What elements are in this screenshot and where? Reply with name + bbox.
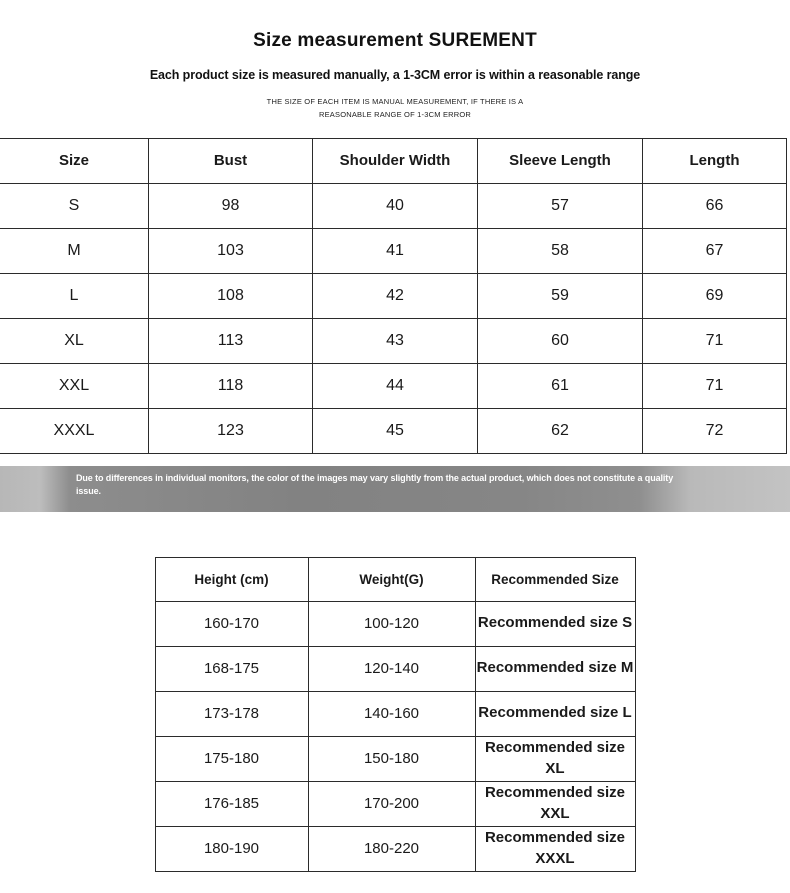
recommended-size-cell: Recommended size XXXL [475,826,635,871]
weight-cell: 170-200 [308,781,475,826]
size-table-container [0,138,790,454]
shoulder-cell: 44 [313,363,478,408]
bust-cell: 123 [149,408,313,453]
color-disclaimer-text: Due to differences in individual monitors, the color of the images may vary slightly from the actual product, which does not constitute a quality issue. [76,472,674,496]
sleeve-cell: 60 [478,318,643,363]
bust-cell: 108 [149,273,313,318]
table-row [155,781,635,826]
table-row [155,691,635,736]
weight-cell: 100-120 [308,601,475,646]
size-table-header-cell: Length [643,138,787,183]
weight-cell: 150-180 [308,736,475,781]
recommend-table [155,557,636,872]
length-cell: 67 [643,228,787,273]
recommended-size-cell: Recommended size S [475,601,635,646]
page-title: Size measurement SUREMENT [253,30,537,51]
table-row [0,408,787,453]
table-row [0,318,787,363]
bust-cell: 118 [149,363,313,408]
notice-line-1: THE SIZE OF EACH ITEM IS MANUAL MEASUREMENT, IF THERE IS A [266,97,524,106]
notice-line-2: REASONABLE RANGE OF 1-3CM ERROR [318,109,472,119]
table-row [155,601,635,646]
height-cell: 160-170 [155,601,308,646]
table-row [0,228,787,273]
size-cell: XXXL [0,408,149,453]
table-row [0,183,787,228]
height-cell: 168-175 [155,646,308,691]
measurement-notice [185,96,605,122]
table-row [155,646,635,691]
sleeve-cell: 59 [478,273,643,318]
size-cell: XXL [0,363,149,408]
recommended-size-cell: Recommended size XL [475,736,635,781]
shoulder-cell: 45 [313,408,478,453]
length-cell: 71 [643,318,787,363]
shoulder-cell: 43 [313,318,478,363]
recommended-size-cell: Recommended size M [475,646,635,691]
color-disclaimer-band [0,466,790,512]
shoulder-cell: 42 [313,273,478,318]
sleeve-cell: 58 [478,228,643,273]
length-cell: 72 [643,408,787,453]
recommend-header-cell: Recommended Size [475,557,635,601]
recommend-header-cell: Height (cm) [155,557,308,601]
weight-cell: 140-160 [308,691,475,736]
length-cell: 71 [643,363,787,408]
shoulder-cell: 41 [313,228,478,273]
size-cell: XL [0,318,149,363]
weight-cell: 180-220 [308,826,475,871]
length-cell: 66 [643,183,787,228]
table-row [0,273,787,318]
recommend-table-container [0,557,790,872]
shoulder-cell: 40 [313,183,478,228]
bust-cell: 98 [149,183,313,228]
size-table-header-cell: Bust [149,138,313,183]
table-row [0,363,787,408]
size-table-header-cell: Sleeve Length [478,138,643,183]
recommend-header-row [155,557,635,601]
sleeve-cell: 61 [478,363,643,408]
size-cell: L [0,273,149,318]
height-cell: 180-190 [155,826,308,871]
height-cell: 173-178 [155,691,308,736]
height-cell: 176-185 [155,781,308,826]
height-cell: 175-180 [155,736,308,781]
length-cell: 69 [643,273,787,318]
size-cell: S [0,183,149,228]
recommend-header-cell: Weight(G) [308,557,475,601]
recommended-size-cell: Recommended size XXL [475,781,635,826]
table-row [155,736,635,781]
size-table-header-cell: Shoulder Width [313,138,478,183]
header [0,0,790,122]
recommended-size-cell: Recommended size L [475,691,635,736]
sleeve-cell: 57 [478,183,643,228]
size-table [0,138,787,454]
bust-cell: 113 [149,318,313,363]
size-table-header-row [0,138,787,183]
weight-cell: 120-140 [308,646,475,691]
size-table-header-cell: Size [0,138,149,183]
measurement-note: Each product size is measured manually, a 1-3CM error is within a reasonable range [149,68,641,82]
table-row [155,826,635,871]
size-cell: M [0,228,149,273]
bust-cell: 103 [149,228,313,273]
sleeve-cell: 62 [478,408,643,453]
